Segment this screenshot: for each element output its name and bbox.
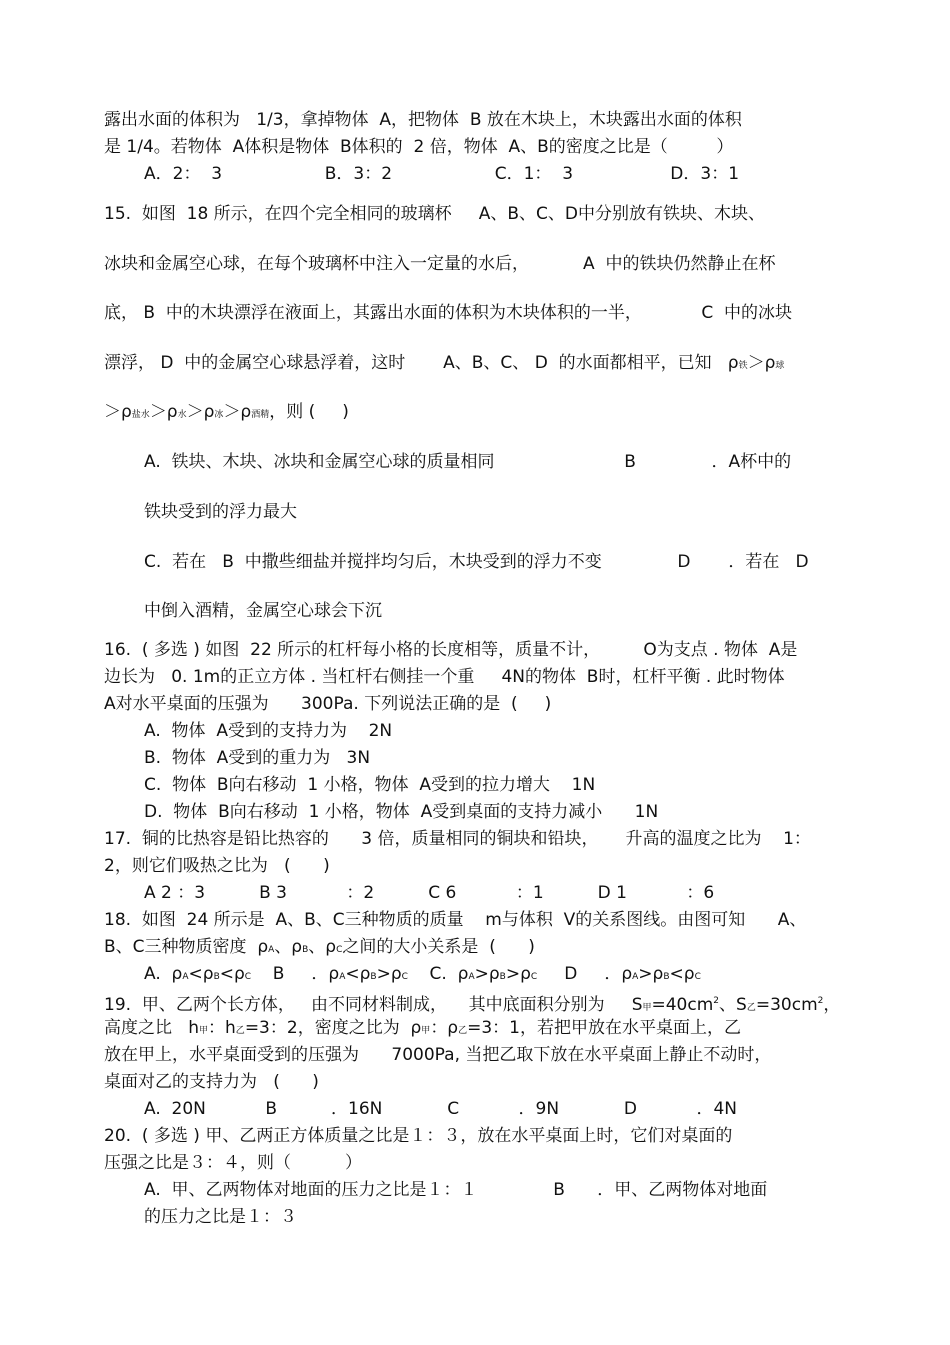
text-line: 冰块和金属空心球，在每个玻璃杯中注入一定量的水后， A 中的铁块仍然静止在杯 — [104, 254, 776, 274]
text-line: 2，则它们吸热之比为 ( ) — [104, 856, 330, 876]
question-18: 18. 如图 24 所示是 A、B、C三种物质的质量 m与体积 V的关系图线。由图可知 A、 — [104, 910, 807, 930]
text-line: 的压力之比是１：３ — [144, 1207, 297, 1227]
question-19: 19. 甲、乙两个长方体， 由不同材料制成， 其中底面积分别为 S甲$=40cm^2$、S乙$=30cm^2$， — [104, 995, 841, 1015]
text-line: 露出水面的体积为 1/3，拿掉物体 A，把物体 B 放在木块上，木块露出水面的体积 — [104, 110, 742, 130]
answer-options: A 2 ：3 B 3 ：2 C 6 ：1 D 1 ：6 — [144, 883, 715, 903]
question-15: 15. 如图 18 所示，在四个完全相同的玻璃杯 A、B、C、D中分别放有铁块、木块、 — [104, 204, 765, 224]
text-line: A对水平桌面的压强为 300Pa. 下列说法正确的是 ( ) — [104, 694, 552, 714]
answer-options: A. 20N B ．16N C ．9N D ．4N — [144, 1099, 737, 1119]
text-line: 中倒入酒精，金属空心球会下沉 — [144, 601, 382, 621]
text-line: 放在甲上，水平桌面受到的压强为 7000Pa, 当把乙取下放在水平桌面上静止不动时， — [104, 1045, 772, 1065]
option-b: B. 物体 A受到的重力为 3N — [144, 748, 371, 768]
question-20: 20. ( 多选 ) 甲、乙两正方体质量之比是１：３，放在水平桌面上时，它们对桌面的 — [104, 1126, 733, 1146]
option-d: D. 物体 B向右移动 1 小格，物体 A受到桌面的支持力减小 1N — [144, 802, 659, 822]
answer-options: A．2： 3 B．3：2 C．1： 3 D．3：1 — [144, 164, 740, 184]
option-c: C. 物体 B向右移动 1 小格，物体 A受到的拉力增大 1N — [144, 775, 596, 795]
option-a: A. 物体 A受到的支持力为 2N — [144, 721, 393, 741]
text-line: ＞ρ盐水＞ρ水＞ρ冰＞ρ酒精，则 ( ) — [104, 402, 349, 422]
text-line: 铁块受到的浮力最大 — [144, 502, 297, 522]
text-line: 底， B 中的木块漂浮在液面上，其露出水面的体积为木块体积的一半， C 中的冰块 — [104, 303, 792, 323]
answer-options: A. ρA<ρB<ρC B ．ρA<ρB>ρC C. ρA>ρB>ρC D ．ρA>ρB<ρC — [144, 964, 701, 984]
text-line: 高度之比 h甲：h乙=3：2，密度之比为 ρ甲：ρ乙=3：1，若把甲放在水平桌面上，乙 — [104, 1018, 742, 1038]
text-line: 边长为 0. 1m的正立方体 . 当杠杆右侧挂一个重 4N的物体 B时，杠杆平衡 . 此时物体 — [104, 667, 785, 687]
question-16: 16. ( 多选 ) 如图 22 所示的杠杆每小格的长度相等，质量不计， O为支点 . 物体 A是 — [104, 640, 798, 660]
option-a-b: A. 甲、乙两物体对地面的压力之比是１：１ B ．甲、乙两物体对地面 — [144, 1180, 768, 1200]
option-a-b: A. 铁块、木块、冰块和金属空心球的质量相同 B ．A杯中的 — [144, 452, 792, 472]
text-line: 是 1/4。若物体 A体积是物体 B体积的 2 倍，物体 A、B的密度之比是（ ） — [104, 137, 734, 157]
option-c-d: C. 若在 B 中撒些细盐并搅拌均匀后，木块受到的浮力不变 D ．若在 D — [144, 552, 809, 572]
text-line: 漂浮， D 中的金属空心球悬浮着，这时 A、B、C、 D 的水面都相平，已知 ρ铁＞ρ球 — [104, 353, 785, 373]
question-17: 17. 铜的比热容是铅比热容的 3 倍，质量相同的铜块和铅块， 升高的温度之比为 1： — [104, 829, 811, 849]
text-line: 桌面对乙的支持力为 ( ) — [104, 1072, 319, 1092]
text-line: 压强之比是３：４，则（ ） — [104, 1153, 363, 1173]
text-line: B、C三种物质密度 ρA、ρB、ρC之间的大小关系是 ( ) — [104, 937, 535, 957]
